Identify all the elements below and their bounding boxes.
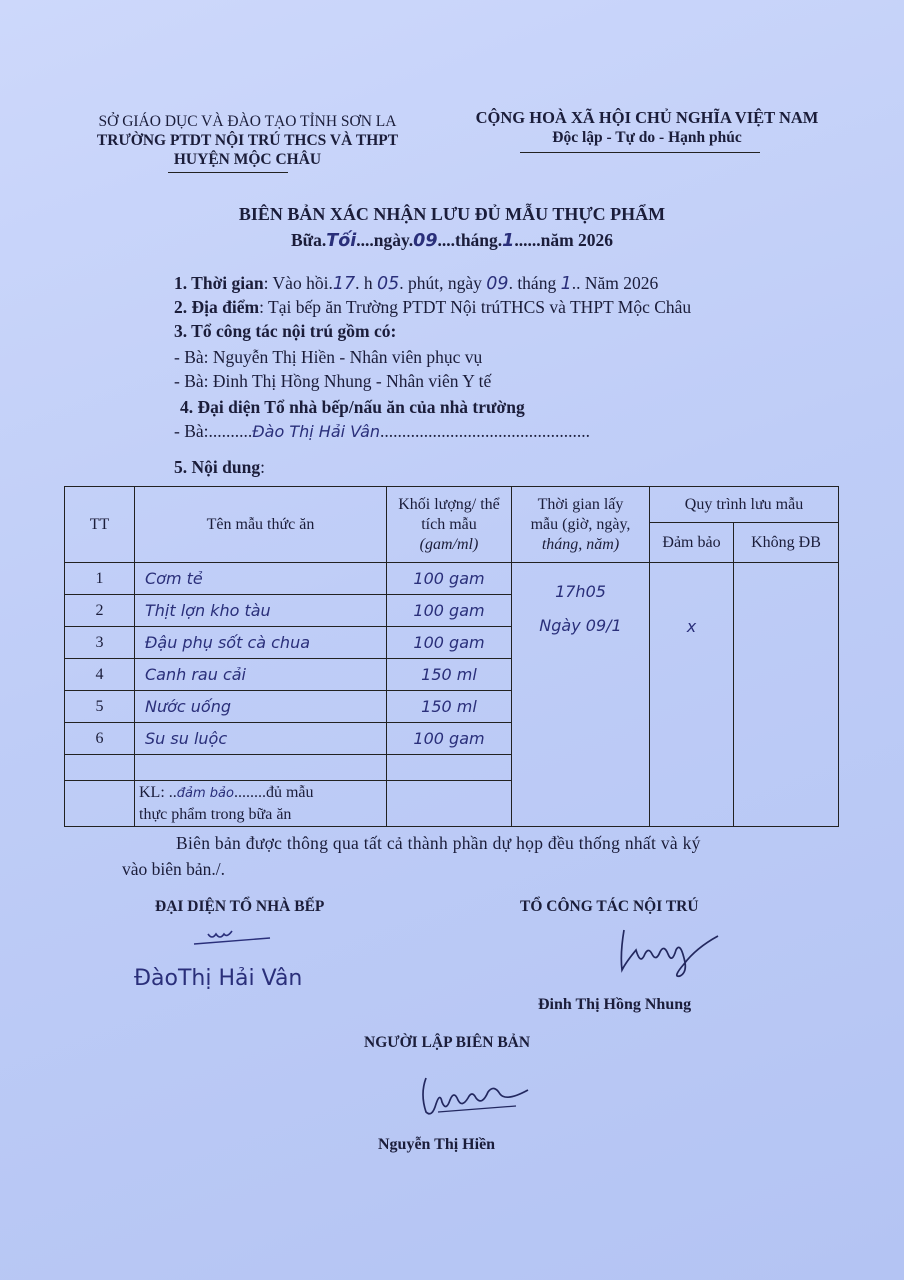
department-name: SỞ GIÁO DỤC VÀ ĐÀO TẠO TỈNH SƠN LA bbox=[98, 113, 397, 130]
col-header-weight-line3: (gam/ml) bbox=[419, 535, 479, 553]
col-header-not-ok: Không ĐB bbox=[734, 523, 839, 563]
item-location bbox=[174, 296, 691, 318]
row-food-name bbox=[135, 755, 387, 781]
kitchen-rep-name: Đào Thị Hải Vân bbox=[252, 422, 381, 441]
item-time-day: 09 bbox=[486, 274, 509, 294]
col-header-time-line2: mẫu (giờ, ngày, bbox=[530, 515, 631, 533]
conclusion-value: đảm bảo bbox=[176, 786, 234, 801]
year-label: ......năm 2026 bbox=[514, 230, 614, 250]
row-tt bbox=[65, 781, 135, 827]
item-team-member-2: - Bà: Đinh Thị Hồng Nhung - Nhân viên Y tế bbox=[174, 371, 492, 391]
item-content-colon: : bbox=[260, 457, 265, 477]
row-not-ok-cell bbox=[734, 563, 839, 827]
col-header-ok: Đảm bảo bbox=[650, 523, 734, 563]
sign-right-name: Đinh Thị Hồng Nhung bbox=[538, 996, 692, 1013]
row-weight: 100 gam bbox=[387, 627, 512, 659]
col-header-time-line1: Thời gian lấy bbox=[537, 495, 624, 513]
item-kitchen-rep bbox=[174, 420, 590, 443]
item-team-member-1: - Bà: Nguyễn Thị Hiền - Nhân viên phục vụ bbox=[174, 347, 483, 367]
item-time-text: . h bbox=[355, 273, 377, 293]
item-time-text: : Vào hồi. bbox=[263, 273, 333, 293]
row-tt: 2 bbox=[65, 595, 135, 627]
row-food-name: Nước uống bbox=[135, 691, 387, 723]
col-header-weight-line2: tích mẫu bbox=[421, 515, 477, 533]
item-location-text: : Tại bếp ăn Trường PTDT Nội trúTHCS và THPT Mộc Châu bbox=[259, 297, 692, 317]
header-right-underline bbox=[520, 152, 760, 153]
sign-left-title: ĐẠI DIỆN TỔ NHÀ BẾP bbox=[155, 898, 325, 915]
signature-bottom-image bbox=[418, 1068, 538, 1124]
col-header-process: Quy trình lưu mẫu bbox=[650, 487, 839, 523]
row-food-name: Canh rau cải bbox=[135, 659, 387, 691]
col-header-time bbox=[512, 487, 650, 563]
day-value: 09 bbox=[413, 231, 438, 251]
header-left bbox=[70, 112, 425, 169]
col-header-time-line3: tháng, năm) bbox=[541, 535, 620, 553]
meal-value: Tối bbox=[326, 231, 357, 251]
row-ok-cell bbox=[650, 563, 734, 827]
row-food-name: Su su luộc bbox=[135, 723, 387, 755]
month-label: ....tháng. bbox=[437, 230, 503, 250]
item-team-label: 3. Tổ công tác nội trú gồm có: bbox=[174, 321, 397, 341]
row-food-name: Đậu phụ sốt cà chua bbox=[135, 627, 387, 659]
item-time-hour: 17 bbox=[332, 274, 356, 294]
school-name-line2: HUYỆN MỘC CHÂU bbox=[173, 151, 322, 168]
item-kitchen-label: 4. Đại diện Tổ nhà bếp/nấu ăn của nhà trường bbox=[180, 397, 525, 417]
row-tt bbox=[65, 755, 135, 781]
row-weight: 100 gam bbox=[387, 723, 512, 755]
motto: Độc lập - Tự do - Hạnh phúc bbox=[552, 129, 742, 146]
conclusion-cell bbox=[135, 781, 387, 827]
item-time-minute: 05 bbox=[376, 274, 400, 294]
closing-line2: vào biên bản./. bbox=[122, 859, 226, 879]
item-time-text: .. Năm 2026 bbox=[571, 273, 659, 293]
table-row bbox=[65, 563, 839, 595]
day-label: ....ngày. bbox=[356, 230, 414, 250]
conclusion-line2: thực phẩm trong bữa ăn bbox=[139, 806, 292, 823]
item-location-label: 2. Địa điểm bbox=[174, 297, 260, 317]
row-tt: 3 bbox=[65, 627, 135, 659]
row-weight: 150 ml bbox=[387, 691, 512, 723]
item-time-month: 1 bbox=[560, 274, 572, 294]
sample-date: Ngày 09/1 bbox=[539, 616, 622, 635]
row-time-cell bbox=[512, 563, 650, 827]
sample-time: 17h05 bbox=[555, 582, 606, 601]
row-tt: 5 bbox=[65, 691, 135, 723]
signature-left-image bbox=[180, 922, 290, 952]
row-weight bbox=[387, 781, 512, 827]
row-weight: 100 gam bbox=[387, 563, 512, 595]
signature-right-image bbox=[614, 924, 724, 980]
item-content-label: 5. Nội dung bbox=[174, 457, 261, 477]
header-left-underline bbox=[168, 172, 288, 173]
row-food-name: Cơm tẻ bbox=[135, 563, 387, 595]
col-header-food-name: Tên mẫu thức ăn bbox=[135, 487, 387, 563]
ok-mark: x bbox=[686, 617, 697, 636]
kitchen-rep-suffix: ................................................ bbox=[380, 421, 591, 441]
school-name-line1: TRƯỜNG PTDT NỘI TRÚ THCS VÀ THPT bbox=[96, 132, 399, 149]
kitchen-rep-prefix: - Bà:.......... bbox=[174, 421, 253, 441]
item-time-text: . tháng bbox=[508, 273, 561, 293]
row-food-name: Thịt lợn kho tàu bbox=[135, 595, 387, 627]
row-weight: 100 gam bbox=[387, 595, 512, 627]
item-time-text: . phút, ngày bbox=[399, 273, 487, 293]
document-title: BIÊN BẢN XÁC NHẬN LƯU ĐỦ MẪU THỰC PHẨM bbox=[238, 204, 666, 224]
row-weight: 150 ml bbox=[387, 659, 512, 691]
meal-label: Bữa. bbox=[290, 230, 327, 250]
sign-right-title: TỔ CÔNG TÁC NỘI TRÚ bbox=[520, 898, 699, 915]
row-tt: 4 bbox=[65, 659, 135, 691]
item-content bbox=[174, 456, 265, 478]
item-time-label: 1. Thời gian bbox=[174, 273, 264, 293]
sign-bottom-title: NGƯỜI LẬP BIÊN BẢN bbox=[364, 1034, 531, 1051]
conclusion-suffix: ........đủ mẫu bbox=[233, 784, 314, 801]
food-sample-table bbox=[64, 486, 839, 827]
document-subtitle bbox=[0, 230, 904, 251]
sign-bottom-name: Nguyễn Thị Hiền bbox=[378, 1136, 496, 1153]
item-time bbox=[174, 272, 658, 295]
closing-line1: Biên bản được thông qua tất cả thành phần dự họp đều thống nhất và ký bbox=[176, 833, 701, 853]
country-name: CỘNG HOÀ XÃ HỘI CHỦ NGHĨA VIỆT NAM bbox=[475, 108, 819, 127]
month-value: 1 bbox=[502, 231, 515, 251]
col-header-weight bbox=[387, 487, 512, 563]
row-tt: 6 bbox=[65, 723, 135, 755]
row-weight bbox=[387, 755, 512, 781]
col-header-weight-line1: Khối lượng/ thể bbox=[398, 495, 500, 513]
sign-left-handwritten-name: ĐàoThị Hải Vân bbox=[134, 966, 303, 991]
conclusion-prefix: KL: .. bbox=[139, 784, 177, 801]
row-tt: 1 bbox=[65, 563, 135, 595]
header-right bbox=[452, 108, 842, 147]
col-header-tt: TT bbox=[65, 487, 135, 563]
